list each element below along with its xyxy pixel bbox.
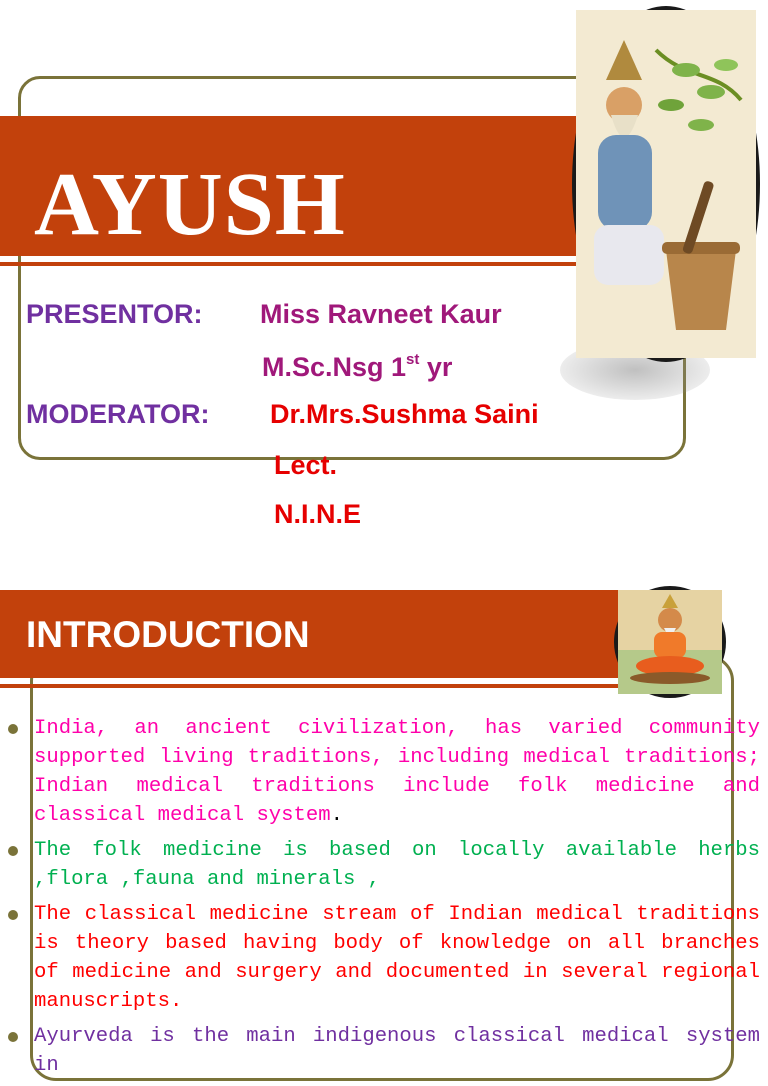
bullet-item: India, an ancient civilization, has varied community supported living traditions, including medical traditions; Indian medical traditions include folk medicine and classical medical system. [8,714,760,830]
moderator-title: Lect. [274,450,338,480]
bullet-icon [8,846,18,856]
bullet-icon [8,724,18,734]
presentor-course: M.Sc.Nsg 1st yr [262,351,453,382]
bullet-item: Ayurveda is the main indigenous classical medical system in [8,1022,760,1080]
title-band-underline [0,684,640,688]
slide-title: AYUSH [34,155,346,254]
intro-bullet-list [8,714,760,1086]
bullet-icon [8,910,18,920]
bullet-item: The folk medicine is based on locally available herbs ,flora ,fauna and minerals , [8,836,760,894]
bullet-icon [8,1032,18,1042]
slide-title: INTRODUCTION [26,614,310,655]
bullet-item: The classical medicine stream of Indian medical traditions is theory based having body of knowledge on all branches of medicine and surgery and documented in several regional manuscripts. [8,900,760,1016]
moderator-label: MODERATOR: [26,399,210,429]
moderator-org: N.I.N.E [274,499,362,529]
meditating-sage-illustration [614,586,726,698]
presentor-name: Miss Ravneet Kaur [260,299,502,329]
slide-introduction [0,570,768,1077]
title-band-underline [0,262,590,266]
moderator-name: Dr.Mrs.Sushma Saini [270,399,539,429]
sage-herbs-illustration [572,6,760,362]
presentor-label: PRESENTOR: [26,299,203,329]
